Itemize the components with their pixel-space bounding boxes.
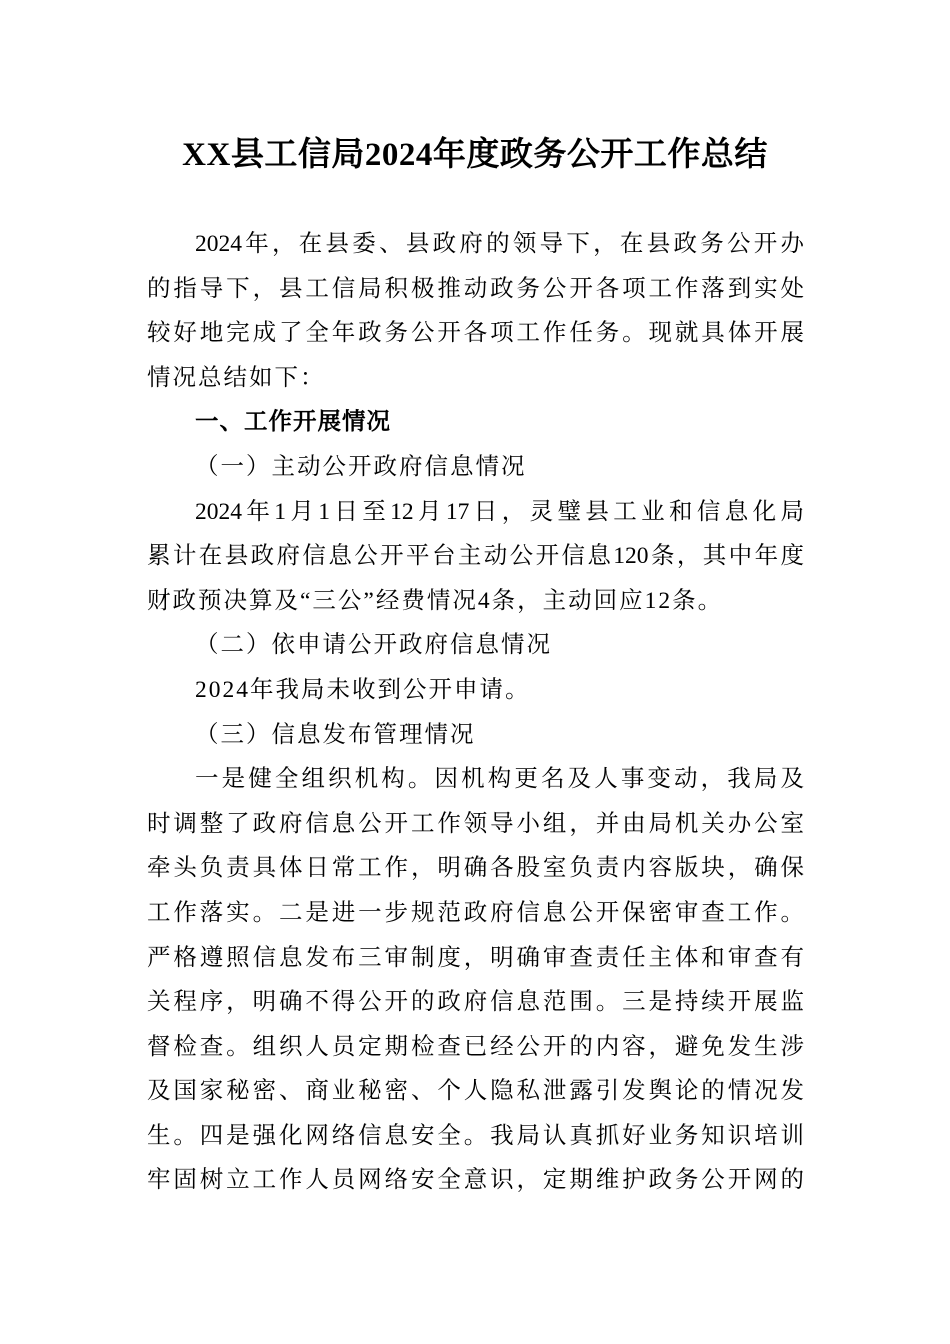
paragraph-line: 情况总结如下： (147, 364, 326, 391)
paragraph-line: 的指导下，县工信局积极推动政务公开各项工作落到实处 (147, 275, 804, 302)
paragraph-line: 牵头负责具体日常工作，明确各股室负责内容版块，确保 (147, 855, 804, 882)
paragraph-line: 严格遵照信息发布三审制度，明确审查责任主体和审查有 (147, 944, 804, 971)
paragraph-line: 工作落实。二是进一步规范政府信息公开保密审查工作。 (147, 899, 804, 926)
document-title: XX县工信局2024年度政务公开工作总结 (182, 137, 768, 173)
paragraph-line: 时调整了政府信息公开工作领导小组，并由局机关办公室 (147, 810, 804, 837)
paragraph-line: 关程序，明确不得公开的政府信息范围。三是持续开展监 (147, 989, 804, 1016)
subsection-heading: （一）主动公开政府信息情况 (195, 453, 527, 480)
document-body (147, 226, 804, 1207)
paragraph-line: 累计在县政府信息公开平台主动公开信息120条，其中年度 (147, 543, 804, 570)
subsection-heading: （三）信息发布管理情况 (195, 721, 476, 748)
paragraph-line: 2024年1月1日至12月17日，灵璧县工业和信息化局 (195, 498, 804, 525)
section-heading: 一、工作开展情况 (195, 409, 391, 436)
paragraph-line: 较好地完成了全年政务公开各项工作任务。现就具体开展 (147, 320, 804, 347)
paragraph-line: 牢固树立工作人员网络安全意识，定期维护政务公开网的 (147, 1167, 804, 1194)
paragraph-line: 督检查。组织人员定期检查已经公开的内容，避免发生涉 (147, 1033, 804, 1060)
paragraph-line: 及国家秘密、商业秘密、个人隐私泄露引发舆论的情况发 (147, 1078, 804, 1105)
paragraph-line: 财政预决算及“三公”经费情况4条，主动回应12条。 (147, 587, 724, 614)
subsection-heading: （二）依申请公开政府信息情况 (195, 632, 552, 659)
paragraph-line: 2024年我局未收到公开申请。 (195, 676, 531, 703)
paragraph-line: 2024年，在县委、县政府的领导下，在县政务公开办 (195, 231, 804, 257)
paragraph-line: 生。四是强化网络信息安全。我局认真抓好业务知识培训 (147, 1122, 804, 1149)
paragraph-line: 一是健全组织机构。因机构更名及人事变动，我局及 (195, 766, 804, 793)
